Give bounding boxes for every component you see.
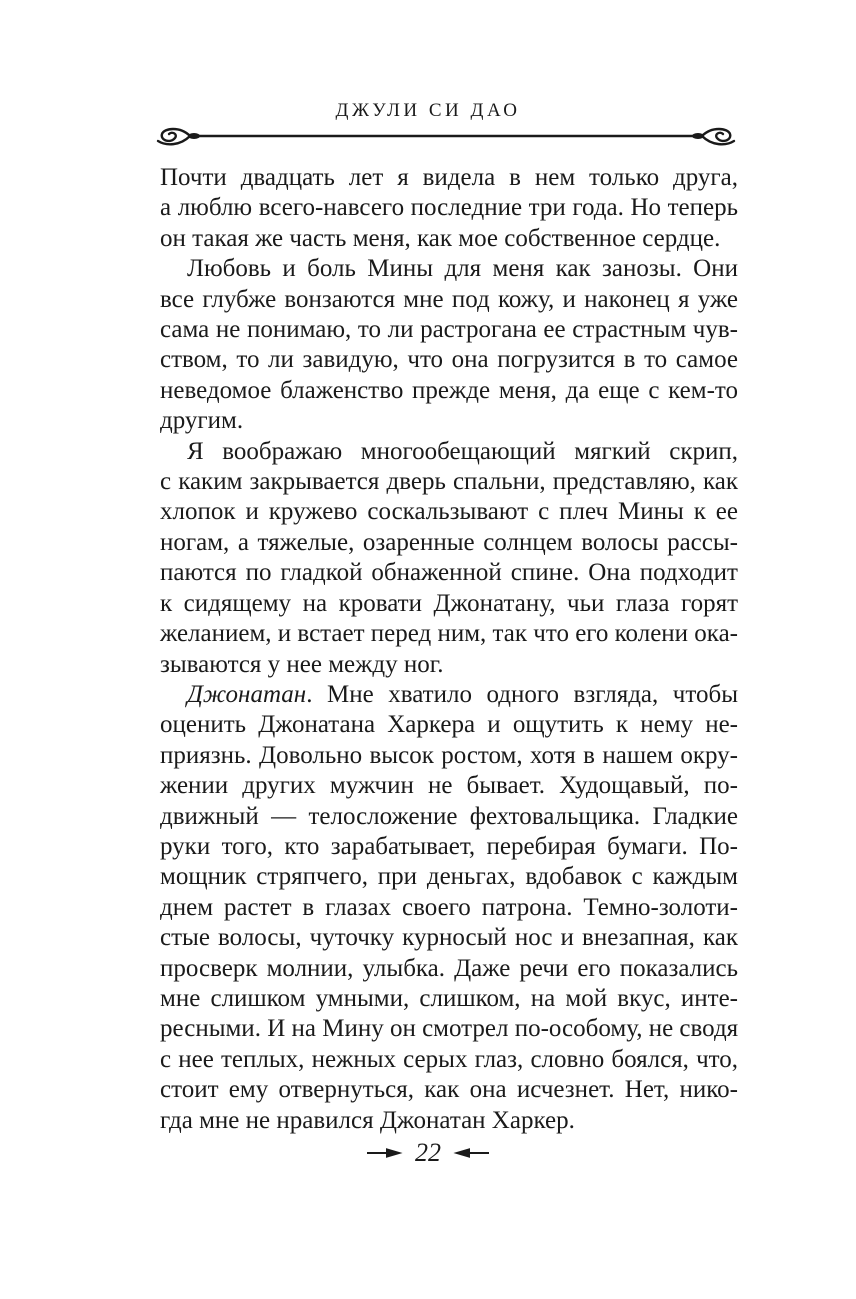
text-line: просверк молнии, улыбка. Даже речи его показались	[160, 954, 738, 982]
paragraph	[160, 680, 738, 1136]
italic-name: Джонатан	[187, 680, 307, 708]
paragraph	[160, 163, 738, 254]
text-line: ногам, а тяжелые, озаренные солнцем волосы рассы-	[160, 528, 738, 556]
text-line: все глубже вонзаются мне под кожу, и наконец я уже	[160, 285, 738, 313]
text-line: Любовь и боль Мины для меня как занозы. Они	[187, 255, 738, 283]
text-line: руки того, кто зарабатывает, перебирая бумаги. По-	[160, 832, 738, 860]
text-line: а люблю всего-навсего последние три года. Но теперь	[160, 194, 738, 222]
text-line: неведомое блаженство прежде меня, да еще с кем-то	[160, 376, 738, 404]
body-text	[160, 163, 738, 1136]
text-line: жении других мужчин не бывает. Худощавый, по-	[160, 772, 738, 800]
text-line: стые волосы, чуточку курносый нос и внезапная, как	[160, 924, 738, 952]
page-footer	[0, 1138, 856, 1168]
text-line: Я воображаю многообещающий мягкий скрип,	[187, 437, 738, 465]
text-line: движный — телосложение фехтовальщика. Гладкие	[160, 802, 738, 830]
text-line: приязнь. Довольно высок ростом, хотя в нашем окру-	[160, 741, 738, 769]
text-line: с каким закрывается дверь спальни, представляю, как	[160, 468, 738, 496]
text-line: он такая же часть меня, как мое собственное сердце.	[160, 224, 721, 252]
text-line: днем растет в глазах своего патрона. Темно-золоти-	[160, 893, 738, 921]
text-line	[160, 680, 738, 710]
text-line: к сидящему на кровати Джонатану, чьи глаза горят	[160, 589, 738, 617]
paragraph	[160, 437, 738, 680]
text-line: сама не понимаю, то ли растрогана ее страстным чув-	[160, 316, 738, 344]
text-line: мощник стряпчего, при деньгах, вдобавок с каждым	[160, 863, 738, 891]
left-arrow-ornament	[367, 1147, 403, 1159]
page-number: 22	[415, 1138, 441, 1167]
text-line: другим.	[160, 407, 244, 435]
text-line: ресными. И на Мину он смотрел по-особому, не сводя	[160, 1015, 739, 1043]
text-line: с нее теплых, нежных серых глаз, словно боялся, что,	[160, 1045, 738, 1073]
text-line: зываются у нее между ног.	[160, 650, 444, 678]
paragraph	[160, 254, 738, 436]
text-line: хлопок и кружево соскальзывают с плеч Мины к ее	[160, 498, 738, 526]
text-line: гда мне не нравился Джонатан Харкер.	[160, 1106, 575, 1134]
text-line: желанием, и встает перед ним, так что его колени ока-	[160, 620, 738, 648]
text-line: ством, то ли завидую, что она погрузится в то самое	[160, 346, 738, 374]
text-run: . Мне хватило одного взгляда, чтобы	[306, 680, 738, 708]
ornamental-rule	[150, 122, 742, 150]
text-line: Почти двадцать лет я видела в нем только друга,	[160, 164, 738, 191]
text-line: паются по гладкой обнаженной спине. Она подходит	[160, 559, 738, 587]
right-arrow-ornament	[453, 1147, 489, 1159]
text-line: оценить Джонатана Харкера и ощутить к нему не-	[160, 711, 738, 739]
text-line: стоит ему отвернуться, как она исчезнет. Нет, нико-	[160, 1076, 738, 1104]
text-line: мне слишком умными, слишком, на мой вкус, инте-	[160, 984, 738, 1012]
running-head: ДЖУЛИ СИ ДАО	[335, 100, 521, 121]
